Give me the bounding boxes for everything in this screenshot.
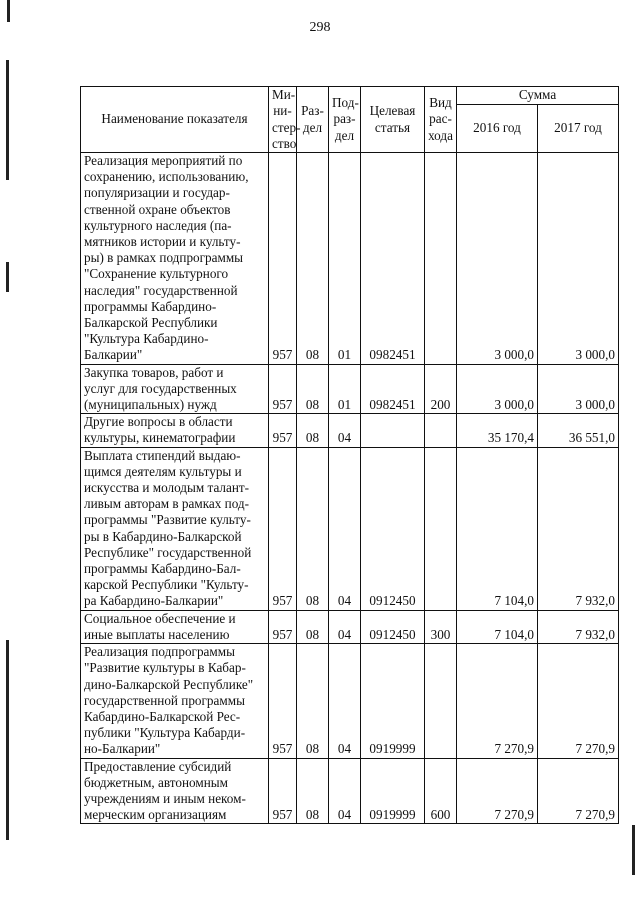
header-section: Раз- дел xyxy=(297,87,329,153)
row-sum-2017: 3 000,0 xyxy=(538,153,619,365)
header-year-2016: 2016 год xyxy=(457,105,538,153)
row-expense-type: 300 xyxy=(425,610,457,643)
row-name: Другие вопросы в области культуры, кинематографии xyxy=(81,414,269,447)
row-target: 0912450 xyxy=(361,610,425,643)
row-section: 08 xyxy=(297,153,329,365)
row-expense-type xyxy=(425,644,457,758)
row-section: 08 xyxy=(297,758,329,824)
row-ministry: 957 xyxy=(269,447,297,610)
row-target: 0919999 xyxy=(361,644,425,758)
table-row xyxy=(81,414,619,447)
row-target: 0982451 xyxy=(361,364,425,414)
row-subsection: 04 xyxy=(329,644,361,758)
row-subsection: 04 xyxy=(329,414,361,447)
page-number: 298 xyxy=(309,20,331,35)
table-row xyxy=(81,153,619,365)
row-subsection: 01 xyxy=(329,364,361,414)
scan-edge-mark xyxy=(7,0,10,22)
row-subsection: 01 xyxy=(329,153,361,365)
row-sum-2017: 7 270,9 xyxy=(538,758,619,824)
table-row xyxy=(81,610,619,643)
row-name: Выплата стипендий выдаю- щимся деятелям культуры и искусства и молодым талант- ливым авторам в рамках под- программы "Развитие культу- ры в Кабардино-Балкарской Республике" государственной программы Кабардино-Бал- карской Республики "Культу- ра Кабардино-Балкарии" xyxy=(81,447,269,610)
header-sum: Сумма xyxy=(457,87,619,105)
row-sum-2016: 7 104,0 xyxy=(457,610,538,643)
row-expense-type: 200 xyxy=(425,364,457,414)
header-year-2017: 2017 год xyxy=(538,105,619,153)
row-sum-2017: 36 551,0 xyxy=(538,414,619,447)
row-section: 08 xyxy=(297,644,329,758)
table-row xyxy=(81,644,619,758)
row-target: 0982451 xyxy=(361,153,425,365)
row-section: 08 xyxy=(297,610,329,643)
row-ministry: 957 xyxy=(269,610,297,643)
row-sum-2017: 3 000,0 xyxy=(538,364,619,414)
budget-table xyxy=(80,86,619,824)
header-ministry: Ми- ни- стер- ство xyxy=(269,87,297,153)
row-name: Реализация мероприятий по сохранению, использованию, популяризации и государ- ственной охране объектов культурного наследия (па- мятников истории и культу- ры) в рамках подпрограммы "Сохранение культурного наследия" государственной программы Кабардино- Балкарской Республики "Культура Кабардино- Балкарии" xyxy=(81,153,269,365)
row-ministry: 957 xyxy=(269,364,297,414)
row-sum-2016: 3 000,0 xyxy=(457,153,538,365)
table-row xyxy=(81,447,619,610)
header-subsection: Под- раз- дел xyxy=(329,87,361,153)
row-name: Реализация подпрограммы "Развитие культуры в Кабар- дино-Балкарской Республике" государственной программы Кабардино-Балкарской Рес- публики "Культура Кабарди- но-Балкарии" xyxy=(81,644,269,758)
row-ministry: 957 xyxy=(269,153,297,365)
table-row xyxy=(81,364,619,414)
row-section: 08 xyxy=(297,364,329,414)
row-target: 0912450 xyxy=(361,447,425,610)
row-expense-type xyxy=(425,414,457,447)
row-sum-2016: 35 170,4 xyxy=(457,414,538,447)
row-sum-2016: 7 270,9 xyxy=(457,644,538,758)
row-sum-2017: 7 932,0 xyxy=(538,447,619,610)
row-ministry: 957 xyxy=(269,758,297,824)
table-row xyxy=(81,758,619,824)
row-ministry: 957 xyxy=(269,414,297,447)
row-target: 0919999 xyxy=(361,758,425,824)
row-section: 08 xyxy=(297,447,329,610)
row-subsection: 04 xyxy=(329,447,361,610)
row-section: 08 xyxy=(297,414,329,447)
header-expense-type: Вид рас- хода xyxy=(425,87,457,153)
row-name: Предоставление субсидий бюджетным, автономным учреждениям и иным неком- мерческим организациям xyxy=(81,758,269,824)
row-sum-2017: 7 270,9 xyxy=(538,644,619,758)
row-expense-type xyxy=(425,153,457,365)
header-name: Наименование показателя xyxy=(81,87,269,153)
row-name: Закупка товаров, работ и услуг для государственных (муниципальных) нужд xyxy=(81,364,269,414)
row-sum-2016: 7 270,9 xyxy=(457,758,538,824)
scan-edge-mark xyxy=(632,825,635,875)
row-subsection: 04 xyxy=(329,758,361,824)
row-ministry: 957 xyxy=(269,644,297,758)
row-name: Социальное обеспечение и иные выплаты населению xyxy=(81,610,269,643)
row-sum-2016: 7 104,0 xyxy=(457,447,538,610)
row-target xyxy=(361,414,425,447)
scan-edge-mark xyxy=(6,60,9,180)
row-sum-2017: 7 932,0 xyxy=(538,610,619,643)
scan-edge-mark xyxy=(6,640,9,840)
scan-edge-mark xyxy=(6,262,9,292)
row-expense-type xyxy=(425,447,457,610)
row-subsection: 04 xyxy=(329,610,361,643)
row-sum-2016: 3 000,0 xyxy=(457,364,538,414)
row-expense-type: 600 xyxy=(425,758,457,824)
header-target: Целевая статья xyxy=(361,87,425,153)
